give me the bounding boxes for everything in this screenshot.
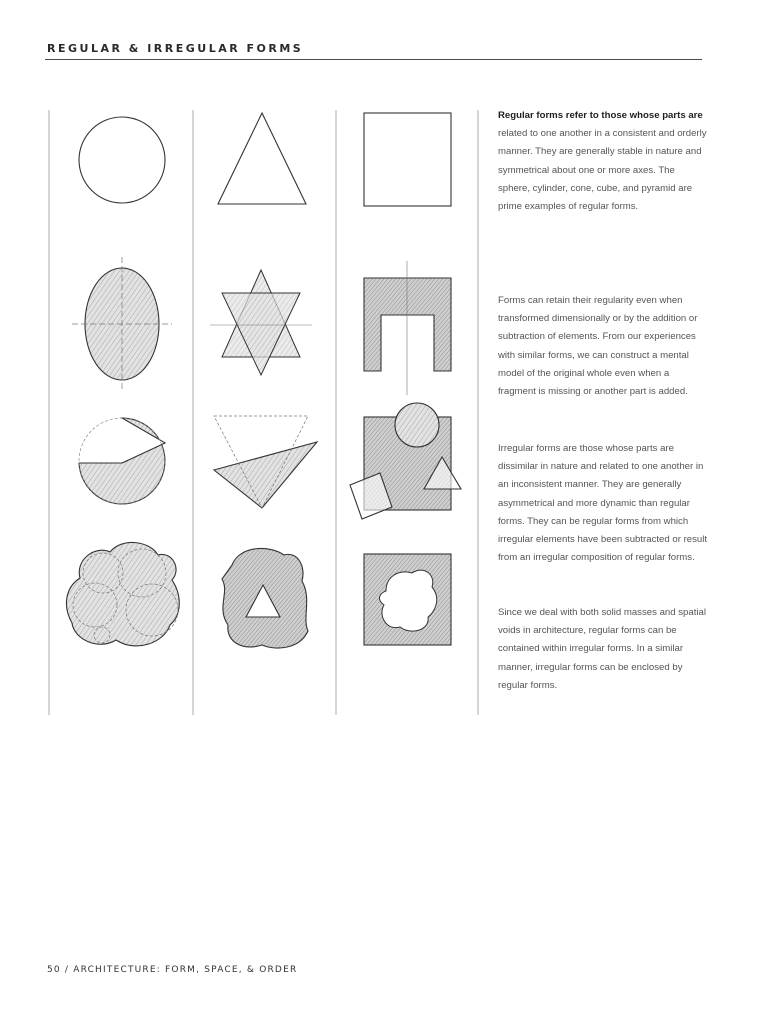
page-footer: 50 / ARCHITECTURE: FORM, SPACE, & ORDER xyxy=(47,965,298,975)
square-shape xyxy=(364,113,451,206)
header-rule xyxy=(45,59,702,60)
circle-shape xyxy=(79,117,165,203)
page-header-title: REGULAR & IRREGULAR FORMS xyxy=(47,42,304,55)
square-composition-shape xyxy=(350,403,461,519)
paragraph-irregular-forms: Irregular forms are those whose parts are dissimilar in nature and related to one another in an inconsistent manner. They are generally asymmetrical and more dynamic than regular forms. They can be regular forms from which irregular elements have been subtracted or result from an irregular composition of regular forms. xyxy=(498,443,708,564)
paragraph-lead-text: Regular forms refer to those whose parts are xyxy=(498,110,703,121)
irregular-triangle-shape xyxy=(214,442,317,508)
paragraph-regular-forms xyxy=(498,107,708,216)
row-irregular-containers xyxy=(66,542,451,648)
illustration-panel xyxy=(40,105,490,720)
row-transformed-forms xyxy=(72,257,451,395)
triangle-shape xyxy=(218,113,306,204)
paragraph-body-text: related to one another in a consistent and orderly manner. They are generally stable in nature and symmetrical about one or more axes. The sphere, cylinder, cone, cube, and pyramid are prime examples of regular forms. xyxy=(498,128,707,213)
row-irregular-compositions xyxy=(79,403,461,519)
u-shape xyxy=(364,278,451,371)
row-regular-forms xyxy=(79,113,451,206)
paragraph-transformed-forms: Forms can retain their regularity even when transformed dimensionally or by the addition or subtraction of elements. From our experiences with similar forms, we can construct a mental model of the original whole even when a fragment is missing or another part is added. xyxy=(498,295,698,398)
star-shape xyxy=(210,270,312,375)
paragraph-masses-voids: Since we deal with both solid masses and spatial voids in architecture, regular forms can be contained within irregular forms. In a similar manner, irregular forms can be enclosed by regular forms. xyxy=(498,607,706,691)
